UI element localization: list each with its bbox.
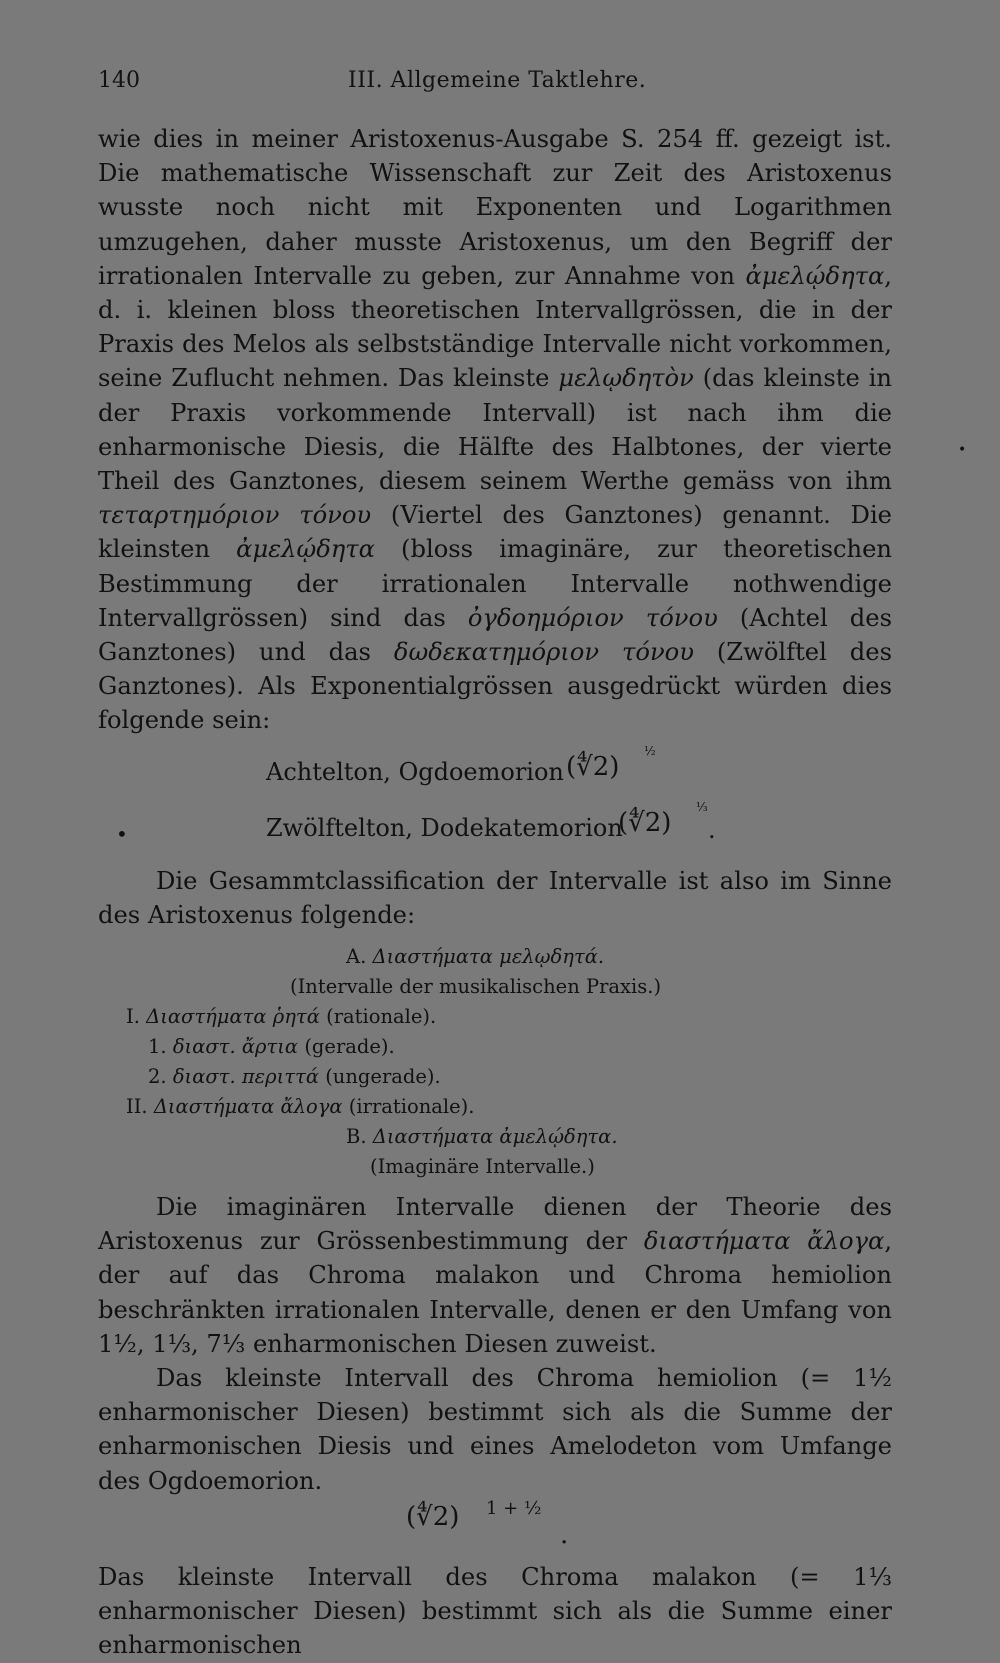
paragraph-3 bbox=[98, 1190, 892, 1361]
class-i-row bbox=[98, 1002, 892, 1032]
formula-radical: (∜2) bbox=[566, 751, 620, 782]
text-run: , der auf das Chroma malakon und Chroma hemiolion beschränkten irrationalen Intervalle, denen er den Umfang von 1½, 1⅓, 7⅓ enharmonischen Diesen zuweist. bbox=[98, 1227, 893, 1358]
formula-achtelton bbox=[98, 744, 892, 800]
greek-term: ἀμελῴδητα bbox=[236, 535, 375, 564]
greek-term: Διαστήματα ῥητά bbox=[146, 1005, 320, 1029]
greek-term: διαστ. ἄρτια bbox=[172, 1035, 299, 1059]
class-ii-row bbox=[98, 1092, 892, 1122]
classification-list bbox=[98, 942, 892, 1182]
greek-term: ἀμελῴδητα bbox=[745, 261, 885, 290]
greek-term: ὀγδοημόριον τόνου bbox=[467, 603, 718, 632]
text-run: Die imaginären Intervalle dienen der Theorie des Aristoxenus zur Grössenbestimmung der bbox=[98, 1193, 892, 1256]
formula-label: Achtelton, Ogdoemorion bbox=[266, 757, 564, 786]
class-i1-row bbox=[98, 1032, 892, 1062]
class-a-description: (Intervalle der musikalischen Praxis.) bbox=[290, 975, 662, 999]
page-number: 140 bbox=[98, 68, 140, 93]
running-title: III. Allgemeine Taktlehre. bbox=[348, 68, 647, 93]
greek-term: δωδεκατημόριον τόνου bbox=[393, 638, 694, 667]
greek-term: Διαστήματα ἄλογα bbox=[153, 1095, 343, 1119]
paragraph-1 bbox=[98, 122, 892, 738]
paragraph-4: Das kleinste Intervall des Chroma hemiolion (= 1½ enharmonischer Diesen) bestimmt sich als die Summe der enharmonischen Diesis und eines Amelodeton vom Umfange des Ogdoemorion. bbox=[98, 1364, 892, 1495]
formula-exponent: ½ bbox=[644, 743, 656, 758]
formula-radical: (∜2) bbox=[406, 1501, 460, 1532]
class-number: II. bbox=[126, 1095, 148, 1119]
margin-mark: • bbox=[958, 442, 967, 458]
formula-exponent: 1 + ½ bbox=[486, 1497, 542, 1519]
class-desc: (ungerade). bbox=[325, 1065, 441, 1089]
margin-mark: • bbox=[116, 821, 128, 846]
text-run: (bloss imaginäre, zur theoretischen Bestimmung der irrationalen Intervalle nothwendige Intervallgrössen) sind das bbox=[98, 535, 892, 632]
class-a-heading bbox=[98, 942, 892, 972]
text-run: (Achtel des Ganztones) und das bbox=[98, 603, 892, 667]
class-desc: (rationale). bbox=[326, 1005, 437, 1029]
text-run: (Viertel des Ganztones) genannt. Die kleinsten bbox=[98, 501, 892, 564]
greek-term: διαστήματα ἄλογα bbox=[643, 1227, 885, 1256]
greek-term: τεταρτημόριον τόνου bbox=[98, 501, 372, 530]
page-body bbox=[98, 122, 892, 1663]
formula-sum bbox=[98, 1498, 892, 1560]
class-desc: (gerade). bbox=[304, 1035, 395, 1059]
greek-term: Διαστήματα ἀμελῴδητα. bbox=[372, 1125, 618, 1149]
class-desc: (irrationale). bbox=[348, 1095, 475, 1119]
class-number: 2. bbox=[148, 1065, 167, 1089]
formula-period: . bbox=[560, 1519, 569, 1550]
text-run: (Zwölftel des Ganztones). Als Exponentialgrössen ausgedrückt würden dies folgende sein: bbox=[98, 638, 893, 735]
class-b-description: (Imaginäre Intervalle.) bbox=[370, 1155, 595, 1179]
formula-period: . bbox=[708, 815, 716, 844]
class-number: I. bbox=[126, 1005, 140, 1029]
class-label: B. bbox=[346, 1125, 367, 1149]
formula-radical: (∜2) bbox=[618, 807, 672, 838]
text-run: wie dies in meiner Aristoxenus-Ausgabe S. 254 ff. gezeigt ist. Die mathematische Wissenschaft zur Zeit des Aristoxenus wusste noch nicht mit Exponenten und Logarithmen umzugehen, daher musste Aristoxenus, um den Begriff der irrationalen Intervalle zu geben, zur Annahme von bbox=[98, 125, 892, 290]
running-header bbox=[98, 68, 898, 100]
class-number: 1. bbox=[148, 1035, 167, 1059]
paragraph-5: Das kleinste Intervall des Chroma malakon (= 1⅓ enharmonischer Diesen) bestimmt sich als die Summe einer enharmonischen bbox=[98, 1562, 892, 1660]
paragraph-2: Die Gesammtclassification der Intervalle ist also im Sinne des Aristoxenus folgende: bbox=[98, 866, 892, 929]
class-i2-row bbox=[98, 1062, 892, 1092]
text-run: , d. i. kleinen bloss theoretischen Intervallgrössen, die in der Praxis des Melos als selbstständige Intervalle nicht vorkommen, seine Zuflucht nehmen. Das kleinste bbox=[98, 261, 892, 393]
class-label: A. bbox=[346, 945, 367, 969]
formula-zwoelftelton bbox=[98, 800, 892, 856]
greek-term: διαστ. περιττά bbox=[172, 1065, 319, 1089]
greek-term: Διαστήματα μελῳδητά. bbox=[372, 945, 605, 969]
text-run: (das kleinste in der Praxis vorkommende Intervall) ist nach ihm die enharmonische Diesis, die Hälfte des Halbtones, der vierte Theil des Ganztones, diesem seinem Werthe gemäss von ihm bbox=[98, 364, 892, 496]
class-b-heading bbox=[98, 1122, 892, 1152]
formula-label: Zwölftelton, Dodekatemorion bbox=[266, 813, 623, 842]
greek-term: μελῳδητὸν bbox=[558, 364, 694, 393]
formula-exponent: ⅓ bbox=[696, 799, 708, 814]
